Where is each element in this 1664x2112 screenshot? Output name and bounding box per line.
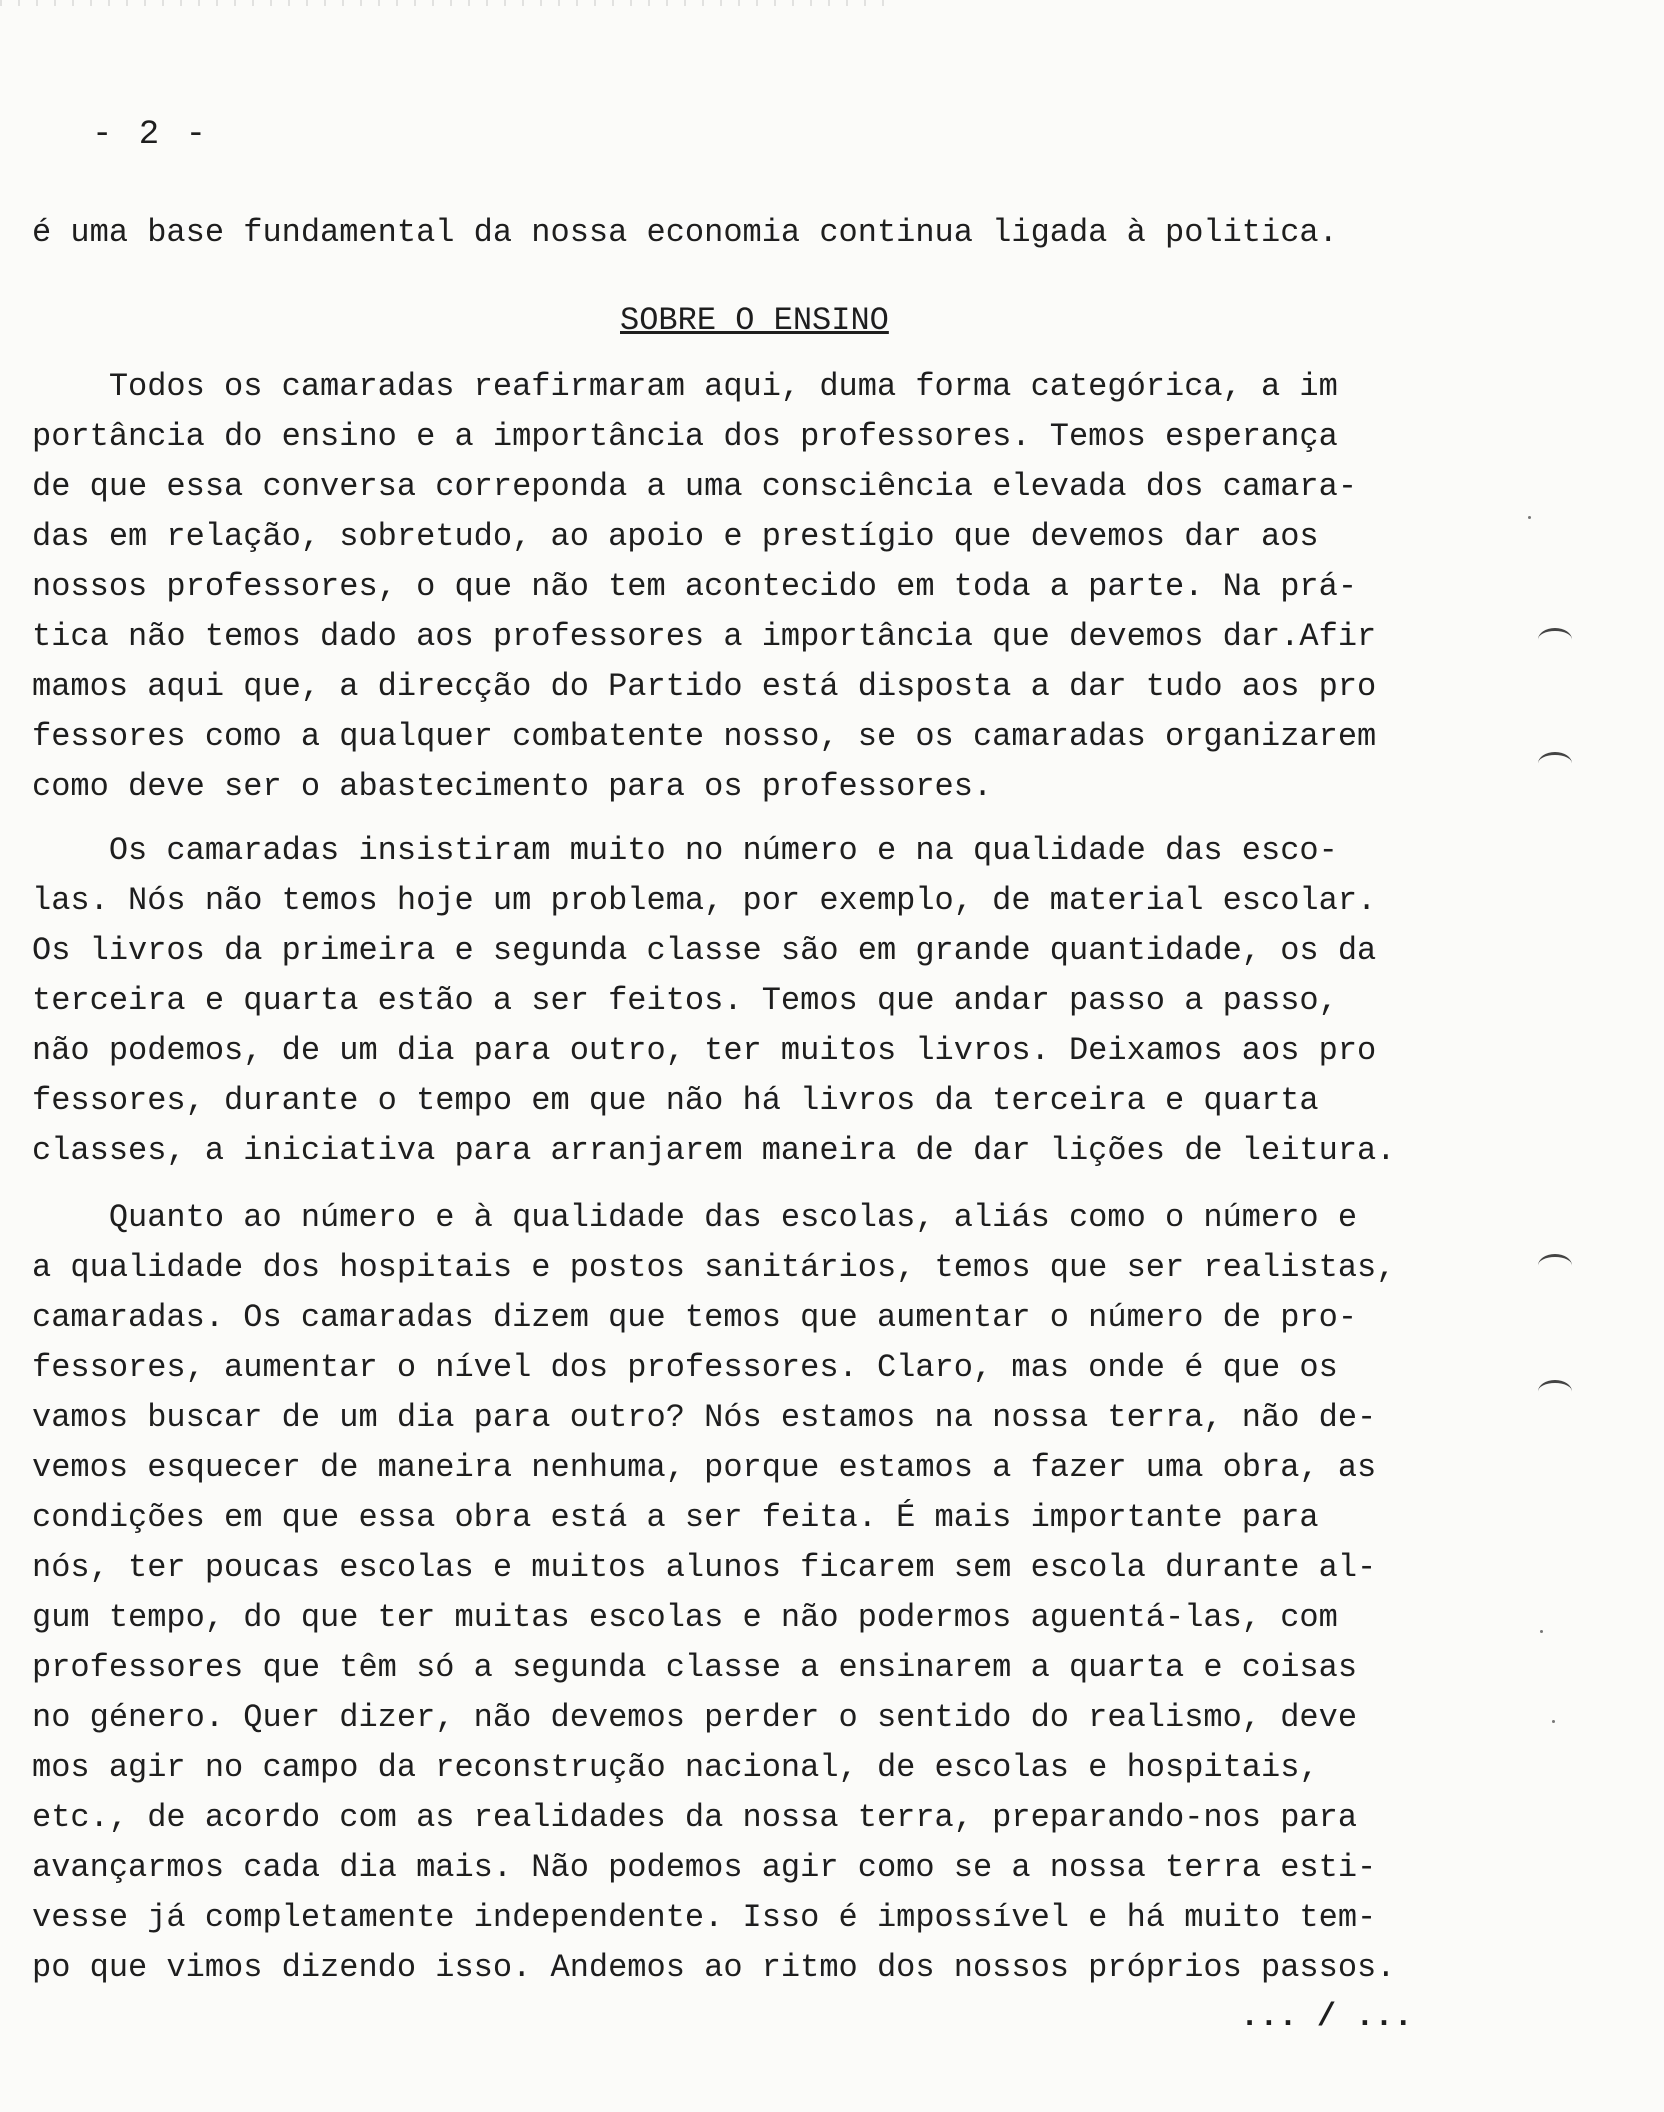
text-line: Os camaradas insistiram muito no número e na qualidade das esco- [32, 832, 1338, 869]
text-line: etc., de acordo com as realidades da nossa terra, preparando-nos para [32, 1799, 1358, 1836]
margin-mark [1538, 628, 1572, 651]
text-line: las. Nós não temos hoje um problema, por exemplo, de material escolar. [32, 882, 1377, 919]
text-line: vemos esquecer de maneira nenhuma, porque estamos a fazer uma obra, as [32, 1449, 1377, 1486]
scan-speck [1552, 1720, 1555, 1723]
text-line: fessores como a qualquer combatente nosso, se os camaradas organizarem [32, 718, 1377, 755]
text-line: portância do ensino e a importância dos professores. Temos esperança [32, 418, 1338, 455]
text-line: condições em que essa obra está a ser feita. É mais importante para [32, 1499, 1319, 1536]
continued-text-line: é uma base fundamental da nossa economia continua ligada à politica. [32, 214, 1338, 251]
scan-speck [1528, 516, 1531, 519]
text-line: Os livros da primeira e segunda classe são em grande quantidade, os da [32, 932, 1377, 969]
text-line: nossos professores, o que não tem acontecido em toda a parte. Na prá- [32, 568, 1358, 605]
margin-mark [1538, 752, 1572, 775]
scan-speck [1540, 1630, 1543, 1633]
text-line: vesse já completamente independente. Isso é impossível e há muito tem- [32, 1899, 1377, 1936]
section-heading: SOBRE O ENSINO [620, 302, 889, 339]
text-line: vamos buscar de um dia para outro? Nós estamos na nossa terra, não de- [32, 1399, 1377, 1436]
continuation-marker: ... / ... [1240, 1998, 1413, 2035]
paragraph [32, 826, 1395, 1176]
paragraph [32, 1193, 1395, 1993]
text-line: avançarmos cada dia mais. Não podemos agir como se a nossa terra esti- [32, 1849, 1377, 1886]
text-line: po que vimos dizendo isso. Andemos ao ritmo dos nossos próprios passos. [32, 1949, 1396, 1986]
text-line: no género. Quer dizer, não devemos perder o sentido do realismo, deve [32, 1699, 1358, 1736]
text-line: Quanto ao número e à qualidade das escolas, aliás como o número e [32, 1199, 1358, 1236]
text-line: fessores, aumentar o nível dos professores. Claro, mas onde é que os [32, 1349, 1338, 1386]
text-line: mos agir no campo da reconstrução nacional, de escolas e hospitais, [32, 1749, 1319, 1786]
text-line: classes, a iniciativa para arranjarem maneira de dar lições de leitura. [32, 1132, 1396, 1169]
scan-noise [0, 0, 900, 6]
text-line: camaradas. Os camaradas dizem que temos que aumentar o número de pro- [32, 1299, 1358, 1336]
page-number: - 2 - [92, 116, 210, 154]
paragraph [32, 362, 1376, 812]
text-line: mamos aqui que, a direcção do Partido está disposta a dar tudo aos pro [32, 668, 1377, 705]
text-line: fessores, durante o tempo em que não há livros da terceira e quarta [32, 1082, 1319, 1119]
text-line: de que essa conversa correponda a uma consciência elevada dos camara- [32, 468, 1358, 505]
text-line: a qualidade dos hospitais e postos sanitários, temos que ser realistas, [32, 1249, 1396, 1286]
margin-mark [1538, 1254, 1572, 1277]
text-line: como deve ser o abastecimento para os professores. [32, 768, 993, 805]
margin-mark [1538, 1380, 1572, 1403]
text-line: terceira e quarta estão a ser feitos. Temos que andar passo a passo, [32, 982, 1338, 1019]
text-line: tica não temos dado aos professores a importância que devemos dar.Afir [32, 618, 1377, 655]
text-line: professores que têm só a segunda classe a ensinarem a quarta e coisas [32, 1649, 1358, 1686]
text-line: não podemos, de um dia para outro, ter muitos livros. Deixamos aos pro [32, 1032, 1377, 1069]
text-line: das em relação, sobretudo, ao apoio e prestígio que devemos dar aos [32, 518, 1319, 555]
text-line: nós, ter poucas escolas e muitos alunos ficarem sem escola durante al- [32, 1549, 1377, 1586]
text-line: Todos os camaradas reafirmaram aqui, duma forma categórica, a im [32, 368, 1338, 405]
text-line: gum tempo, do que ter muitas escolas e não podermos aguentá-las, com [32, 1599, 1338, 1636]
